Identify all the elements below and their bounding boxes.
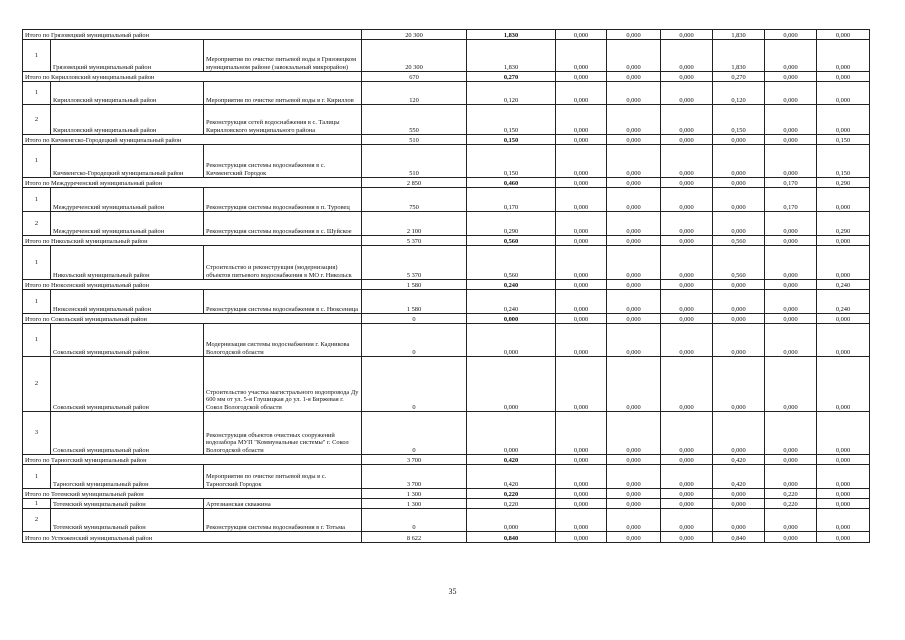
cost-cell: 0 bbox=[362, 357, 467, 412]
col2-cell: 0,150 bbox=[467, 105, 556, 135]
col3-cell: 0,000 bbox=[556, 412, 607, 455]
row-number-cell: 1 bbox=[23, 246, 51, 280]
col5-cell: 0,000 bbox=[661, 465, 713, 489]
col7-cell: 0,000 bbox=[765, 236, 817, 246]
cost-cell: 550 bbox=[362, 105, 467, 135]
col3-cell: 0,000 bbox=[556, 280, 607, 290]
cost-cell: 5 370 bbox=[362, 246, 467, 280]
total-label-cell: Итого по Тотемский муниципальный район bbox=[23, 489, 362, 499]
col8-cell: 0,000 bbox=[817, 236, 870, 246]
col7-cell: 0,000 bbox=[765, 105, 817, 135]
col5-cell: 0,000 bbox=[661, 40, 713, 72]
col7-cell: 0,000 bbox=[765, 290, 817, 314]
col5-cell: 0,000 bbox=[661, 509, 713, 532]
row-number-cell: 1 bbox=[23, 290, 51, 314]
total-label-cell: Итого по Междуреченский муниципальный район bbox=[23, 178, 362, 188]
district-cell: Междуреченский муниципальный район bbox=[51, 212, 204, 236]
item-row bbox=[23, 357, 870, 412]
col5-cell: 0,000 bbox=[661, 314, 713, 324]
cost-cell: 1 300 bbox=[362, 499, 467, 509]
col7-cell: 0,170 bbox=[765, 188, 817, 212]
col2-cell: 0,000 bbox=[467, 509, 556, 532]
col4-cell: 0,000 bbox=[607, 72, 661, 82]
col4-cell: 0,000 bbox=[607, 499, 661, 509]
col4-cell: 0,000 bbox=[607, 82, 661, 105]
col6-cell: 0,000 bbox=[713, 314, 765, 324]
item-row bbox=[23, 290, 870, 314]
col3-cell: 0,000 bbox=[556, 135, 607, 145]
col3-cell: 0,000 bbox=[556, 145, 607, 178]
col2-cell: 0,560 bbox=[467, 236, 556, 246]
col8-cell: 0,000 bbox=[817, 40, 870, 72]
item-row bbox=[23, 40, 870, 72]
col6-cell: 0,420 bbox=[713, 455, 765, 465]
col6-cell: 0,420 bbox=[713, 465, 765, 489]
col7-cell: 0,000 bbox=[765, 40, 817, 72]
col6-cell: 0,000 bbox=[713, 212, 765, 236]
col7-cell: 0,000 bbox=[765, 314, 817, 324]
col7-cell: 0,000 bbox=[765, 280, 817, 290]
col5-cell: 0,000 bbox=[661, 324, 713, 357]
table-body bbox=[23, 30, 870, 543]
col2-cell: 0,420 bbox=[467, 465, 556, 489]
col6-cell: 0,000 bbox=[713, 188, 765, 212]
cost-cell: 3 700 bbox=[362, 465, 467, 489]
cost-cell: 0 bbox=[362, 314, 467, 324]
col2-cell: 0,240 bbox=[467, 280, 556, 290]
row-number-cell: 1 bbox=[23, 324, 51, 357]
row-number-cell: 1 bbox=[23, 188, 51, 212]
col8-cell: 0,000 bbox=[817, 30, 870, 40]
total-label-cell: Итого по Тарногский муниципальный район bbox=[23, 455, 362, 465]
total-label-cell: Итого по Кирилловский муниципальный район bbox=[23, 72, 362, 82]
col6-cell: 0,000 bbox=[713, 499, 765, 509]
col6-cell: 0,000 bbox=[713, 357, 765, 412]
col3-cell: 0,000 bbox=[556, 465, 607, 489]
cost-cell: 2 850 bbox=[362, 178, 467, 188]
district-cell: Грязовецкий муниципальный район bbox=[51, 40, 204, 72]
col7-cell: 0,000 bbox=[765, 72, 817, 82]
row-number-cell: 2 bbox=[23, 105, 51, 135]
col7-cell: 0,000 bbox=[765, 324, 817, 357]
col4-cell: 0,000 bbox=[607, 357, 661, 412]
total-row bbox=[23, 489, 870, 499]
col5-cell: 0,000 bbox=[661, 357, 713, 412]
col6-cell: 1,830 bbox=[713, 30, 765, 40]
measure-cell: Мероприятия по очистке питьевой воды в с. Тарногский Городок bbox=[204, 465, 362, 489]
total-label-cell: Итого по Нюксенский муниципальный район bbox=[23, 280, 362, 290]
col4-cell: 0,000 bbox=[607, 105, 661, 135]
col5-cell: 0,000 bbox=[661, 489, 713, 499]
total-row bbox=[23, 314, 870, 324]
col2-cell: 0,000 bbox=[467, 314, 556, 324]
cost-cell: 670 bbox=[362, 72, 467, 82]
col5-cell: 0,000 bbox=[661, 72, 713, 82]
col8-cell: 0,150 bbox=[817, 145, 870, 178]
col7-cell: 0,220 bbox=[765, 499, 817, 509]
col8-cell: 0,000 bbox=[817, 532, 870, 543]
cost-cell: 750 bbox=[362, 188, 467, 212]
cost-cell: 20 300 bbox=[362, 30, 467, 40]
col2-cell: 0,220 bbox=[467, 499, 556, 509]
col5-cell: 0,000 bbox=[661, 246, 713, 280]
col8-cell: 0,000 bbox=[817, 324, 870, 357]
district-cell: Сокольский муниципальный район bbox=[51, 412, 204, 455]
district-cell: Кичменгско-Городецкий муниципальный район bbox=[51, 145, 204, 178]
cost-cell: 5 370 bbox=[362, 236, 467, 246]
measure-cell: Мероприятия по очистке питьевой воды в Грязовецком муниципальном районе (завокзальный микрорайон) bbox=[204, 40, 362, 72]
item-row bbox=[23, 509, 870, 532]
col6-cell: 1,830 bbox=[713, 40, 765, 72]
col2-cell: 0,560 bbox=[467, 246, 556, 280]
col5-cell: 0,000 bbox=[661, 499, 713, 509]
total-row bbox=[23, 280, 870, 290]
col6-cell: 0,150 bbox=[713, 105, 765, 135]
col5-cell: 0,000 bbox=[661, 188, 713, 212]
col3-cell: 0,000 bbox=[556, 532, 607, 543]
row-number-cell: 3 bbox=[23, 412, 51, 455]
col8-cell: 0,000 bbox=[817, 499, 870, 509]
col6-cell: 0,000 bbox=[713, 489, 765, 499]
item-row bbox=[23, 246, 870, 280]
total-label-cell: Итого по Никольский муниципальный район bbox=[23, 236, 362, 246]
col8-cell: 0,150 bbox=[817, 135, 870, 145]
col7-cell: 0,000 bbox=[765, 135, 817, 145]
item-row bbox=[23, 188, 870, 212]
district-cell: Тарногский муниципальный район bbox=[51, 465, 204, 489]
district-cell: Сокольский муниципальный район bbox=[51, 357, 204, 412]
cost-cell: 510 bbox=[362, 135, 467, 145]
col6-cell: 0,120 bbox=[713, 82, 765, 105]
col8-cell: 0,000 bbox=[817, 72, 870, 82]
col8-cell: 0,290 bbox=[817, 178, 870, 188]
col3-cell: 0,000 bbox=[556, 30, 607, 40]
col8-cell: 0,000 bbox=[817, 188, 870, 212]
data-table bbox=[22, 29, 870, 543]
district-cell: Никольский муниципальный район bbox=[51, 246, 204, 280]
col3-cell: 0,000 bbox=[556, 72, 607, 82]
district-cell: Кирилловский муниципальный район bbox=[51, 105, 204, 135]
col3-cell: 0,000 bbox=[556, 178, 607, 188]
col6-cell: 0,000 bbox=[713, 412, 765, 455]
district-cell: Тотемский муниципальный район bbox=[51, 499, 204, 509]
col5-cell: 0,000 bbox=[661, 280, 713, 290]
col4-cell: 0,000 bbox=[607, 246, 661, 280]
col7-cell: 0,000 bbox=[765, 82, 817, 105]
col2-cell: 0,150 bbox=[467, 145, 556, 178]
total-row bbox=[23, 135, 870, 145]
total-label-cell: Итого по Сокольский муниципальный район bbox=[23, 314, 362, 324]
col6-cell: 0,000 bbox=[713, 135, 765, 145]
col7-cell: 0,220 bbox=[765, 489, 817, 499]
measure-cell: Реконструкция объектов очистных сооружений водозабора МУП "Коммунальные системы" г. Сокол Вологодской области bbox=[204, 412, 362, 455]
measure-cell: Реконструкция системы водоснабжения в п. Туровец bbox=[204, 188, 362, 212]
col4-cell: 0,000 bbox=[607, 489, 661, 499]
col6-cell: 0,000 bbox=[713, 290, 765, 314]
col6-cell: 0,000 bbox=[713, 509, 765, 532]
item-row bbox=[23, 82, 870, 105]
col4-cell: 0,000 bbox=[607, 30, 661, 40]
cost-cell: 8 622 bbox=[362, 532, 467, 543]
cost-cell: 0 bbox=[362, 324, 467, 357]
col6-cell: 0,000 bbox=[713, 324, 765, 357]
col8-cell: 0,000 bbox=[817, 357, 870, 412]
col8-cell: 0,000 bbox=[817, 82, 870, 105]
col4-cell: 0,000 bbox=[607, 145, 661, 178]
cost-cell: 1 580 bbox=[362, 290, 467, 314]
row-number-cell: 1 bbox=[23, 40, 51, 72]
col2-cell: 0,840 bbox=[467, 532, 556, 543]
cost-cell: 2 100 bbox=[362, 212, 467, 236]
col2-cell: 0,220 bbox=[467, 489, 556, 499]
col2-cell: 1,830 bbox=[467, 30, 556, 40]
row-number-cell: 2 bbox=[23, 509, 51, 532]
col7-cell: 0,000 bbox=[765, 509, 817, 532]
col4-cell: 0,000 bbox=[607, 532, 661, 543]
col2-cell: 0,150 bbox=[467, 135, 556, 145]
total-row bbox=[23, 178, 870, 188]
item-row bbox=[23, 105, 870, 135]
district-cell: Кирилловский муниципальный район bbox=[51, 82, 204, 105]
district-cell: Междуреченский муниципальный район bbox=[51, 188, 204, 212]
col8-cell: 0,000 bbox=[817, 412, 870, 455]
col4-cell: 0,000 bbox=[607, 40, 661, 72]
col5-cell: 0,000 bbox=[661, 135, 713, 145]
col8-cell: 0,240 bbox=[817, 280, 870, 290]
col5-cell: 0,000 bbox=[661, 212, 713, 236]
col5-cell: 0,000 bbox=[661, 82, 713, 105]
col2-cell: 1,830 bbox=[467, 40, 556, 72]
col2-cell: 0,240 bbox=[467, 290, 556, 314]
measure-cell: Реконструкция системы водоснабжения в с. Кичменгский Городок bbox=[204, 145, 362, 178]
total-row bbox=[23, 72, 870, 82]
col7-cell: 0,000 bbox=[765, 412, 817, 455]
cost-cell: 1 580 bbox=[362, 280, 467, 290]
col3-cell: 0,000 bbox=[556, 357, 607, 412]
col4-cell: 0,000 bbox=[607, 290, 661, 314]
total-row bbox=[23, 30, 870, 40]
col6-cell: 0,000 bbox=[713, 178, 765, 188]
col8-cell: 0,000 bbox=[817, 489, 870, 499]
col6-cell: 0,560 bbox=[713, 236, 765, 246]
col5-cell: 0,000 bbox=[661, 105, 713, 135]
col8-cell: 0,000 bbox=[817, 246, 870, 280]
row-number-cell: 1 bbox=[23, 82, 51, 105]
col2-cell: 0,460 bbox=[467, 178, 556, 188]
col5-cell: 0,000 bbox=[661, 30, 713, 40]
col7-cell: 0,000 bbox=[765, 30, 817, 40]
col3-cell: 0,000 bbox=[556, 314, 607, 324]
cost-cell: 0 bbox=[362, 509, 467, 532]
cost-cell: 3 700 bbox=[362, 455, 467, 465]
row-number-cell: 1 bbox=[23, 499, 51, 509]
col8-cell: 0,000 bbox=[817, 509, 870, 532]
col4-cell: 0,000 bbox=[607, 280, 661, 290]
col2-cell: 0,270 bbox=[467, 72, 556, 82]
row-number-cell: 1 bbox=[23, 465, 51, 489]
col7-cell: 0,170 bbox=[765, 178, 817, 188]
col3-cell: 0,000 bbox=[556, 489, 607, 499]
measure-cell: Реконструкция системы водоснабжения в с. Шуйское bbox=[204, 212, 362, 236]
col8-cell: 0,000 bbox=[817, 105, 870, 135]
total-row bbox=[23, 532, 870, 543]
row-number-cell: 2 bbox=[23, 212, 51, 236]
district-cell: Тотемский муниципальный район bbox=[51, 509, 204, 532]
measure-cell: Строительство участка магистрального водопровода Ду 600 мм от ул. 5-я Глушицкая до ул. 1-я Биржевая г. Сокол Вологодской области bbox=[204, 357, 362, 412]
total-label-cell: Итого по Устюженский муниципальный район bbox=[23, 532, 362, 543]
col8-cell: 0,000 bbox=[817, 465, 870, 489]
col3-cell: 0,000 bbox=[556, 499, 607, 509]
district-cell: Нюксенский муниципальный район bbox=[51, 290, 204, 314]
cost-cell: 20 300 bbox=[362, 40, 467, 72]
col5-cell: 0,000 bbox=[661, 178, 713, 188]
item-row bbox=[23, 499, 870, 509]
col8-cell: 0,290 bbox=[817, 212, 870, 236]
col6-cell: 0,270 bbox=[713, 72, 765, 82]
col4-cell: 0,000 bbox=[607, 212, 661, 236]
col7-cell: 0,000 bbox=[765, 212, 817, 236]
col5-cell: 0,000 bbox=[661, 412, 713, 455]
col4-cell: 0,000 bbox=[607, 412, 661, 455]
col6-cell: 0,560 bbox=[713, 246, 765, 280]
measure-cell: Строительство и реконструкция (модернизация) объектов питьевого водоснабжения в МО г. Никольск bbox=[204, 246, 362, 280]
item-row bbox=[23, 212, 870, 236]
col4-cell: 0,000 bbox=[607, 455, 661, 465]
col2-cell: 0,000 bbox=[467, 412, 556, 455]
cost-cell: 510 bbox=[362, 145, 467, 178]
col3-cell: 0,000 bbox=[556, 246, 607, 280]
col3-cell: 0,000 bbox=[556, 82, 607, 105]
measure-cell: Мероприятия по очистке питьевой воды в г. Кириллов bbox=[204, 82, 362, 105]
page-number: 35 bbox=[448, 587, 457, 596]
col3-cell: 0,000 bbox=[556, 105, 607, 135]
measure-cell: Модернизация системы водоснабжения г. Кадникова Вологодской области bbox=[204, 324, 362, 357]
col2-cell: 0,290 bbox=[467, 212, 556, 236]
item-row bbox=[23, 324, 870, 357]
col3-cell: 0,000 bbox=[556, 509, 607, 532]
col7-cell: 0,000 bbox=[765, 465, 817, 489]
cost-cell: 1 300 bbox=[362, 489, 467, 499]
measure-cell: Артезианская скважина bbox=[204, 499, 362, 509]
col3-cell: 0,000 bbox=[556, 290, 607, 314]
col7-cell: 0,000 bbox=[765, 246, 817, 280]
col5-cell: 0,000 bbox=[661, 290, 713, 314]
col4-cell: 0,000 bbox=[607, 509, 661, 532]
cost-cell: 0 bbox=[362, 412, 467, 455]
col6-cell: 0,000 bbox=[713, 280, 765, 290]
item-row bbox=[23, 465, 870, 489]
col2-cell: 0,170 bbox=[467, 188, 556, 212]
col4-cell: 0,000 bbox=[607, 135, 661, 145]
col8-cell: 0,000 bbox=[817, 314, 870, 324]
col5-cell: 0,000 bbox=[661, 455, 713, 465]
total-label-cell: Итого по Грязовецкий муниципальный район bbox=[23, 30, 362, 40]
col7-cell: 0,000 bbox=[765, 357, 817, 412]
col8-cell: 0,000 bbox=[817, 455, 870, 465]
row-number-cell: 1 bbox=[23, 145, 51, 178]
col2-cell: 0,000 bbox=[467, 324, 556, 357]
measure-cell: Реконструкция системы водоснабжения в г. Тотьма bbox=[204, 509, 362, 532]
total-row bbox=[23, 236, 870, 246]
col3-cell: 0,000 bbox=[556, 324, 607, 357]
col4-cell: 0,000 bbox=[607, 465, 661, 489]
cost-cell: 120 bbox=[362, 82, 467, 105]
col2-cell: 0,120 bbox=[467, 82, 556, 105]
item-row bbox=[23, 412, 870, 455]
col6-cell: 0,000 bbox=[713, 145, 765, 178]
col7-cell: 0,000 bbox=[765, 532, 817, 543]
col4-cell: 0,000 bbox=[607, 236, 661, 246]
col7-cell: 0,000 bbox=[765, 145, 817, 178]
row-number-cell: 2 bbox=[23, 357, 51, 412]
col4-cell: 0,000 bbox=[607, 314, 661, 324]
col3-cell: 0,000 bbox=[556, 212, 607, 236]
col2-cell: 0,420 bbox=[467, 455, 556, 465]
item-row bbox=[23, 145, 870, 178]
col3-cell: 0,000 bbox=[556, 40, 607, 72]
col5-cell: 0,000 bbox=[661, 145, 713, 178]
col4-cell: 0,000 bbox=[607, 178, 661, 188]
total-row bbox=[23, 455, 870, 465]
col3-cell: 0,000 bbox=[556, 188, 607, 212]
district-cell: Сокольский муниципальный район bbox=[51, 324, 204, 357]
col3-cell: 0,000 bbox=[556, 455, 607, 465]
measure-cell: Реконструкция сетей водоснабжения в с. Талицы Кирилловского муниципального района bbox=[204, 105, 362, 135]
col8-cell: 0,240 bbox=[817, 290, 870, 314]
measure-cell: Реконструкция системы водоснабжения в с. Нюксеница bbox=[204, 290, 362, 314]
col2-cell: 0,000 bbox=[467, 357, 556, 412]
col4-cell: 0,000 bbox=[607, 324, 661, 357]
col3-cell: 0,000 bbox=[556, 236, 607, 246]
col5-cell: 0,000 bbox=[661, 236, 713, 246]
col7-cell: 0,000 bbox=[765, 455, 817, 465]
col6-cell: 0,840 bbox=[713, 532, 765, 543]
col5-cell: 0,000 bbox=[661, 532, 713, 543]
col4-cell: 0,000 bbox=[607, 188, 661, 212]
total-label-cell: Итого по Кичменгско-Городецкий муниципальный район bbox=[23, 135, 362, 145]
